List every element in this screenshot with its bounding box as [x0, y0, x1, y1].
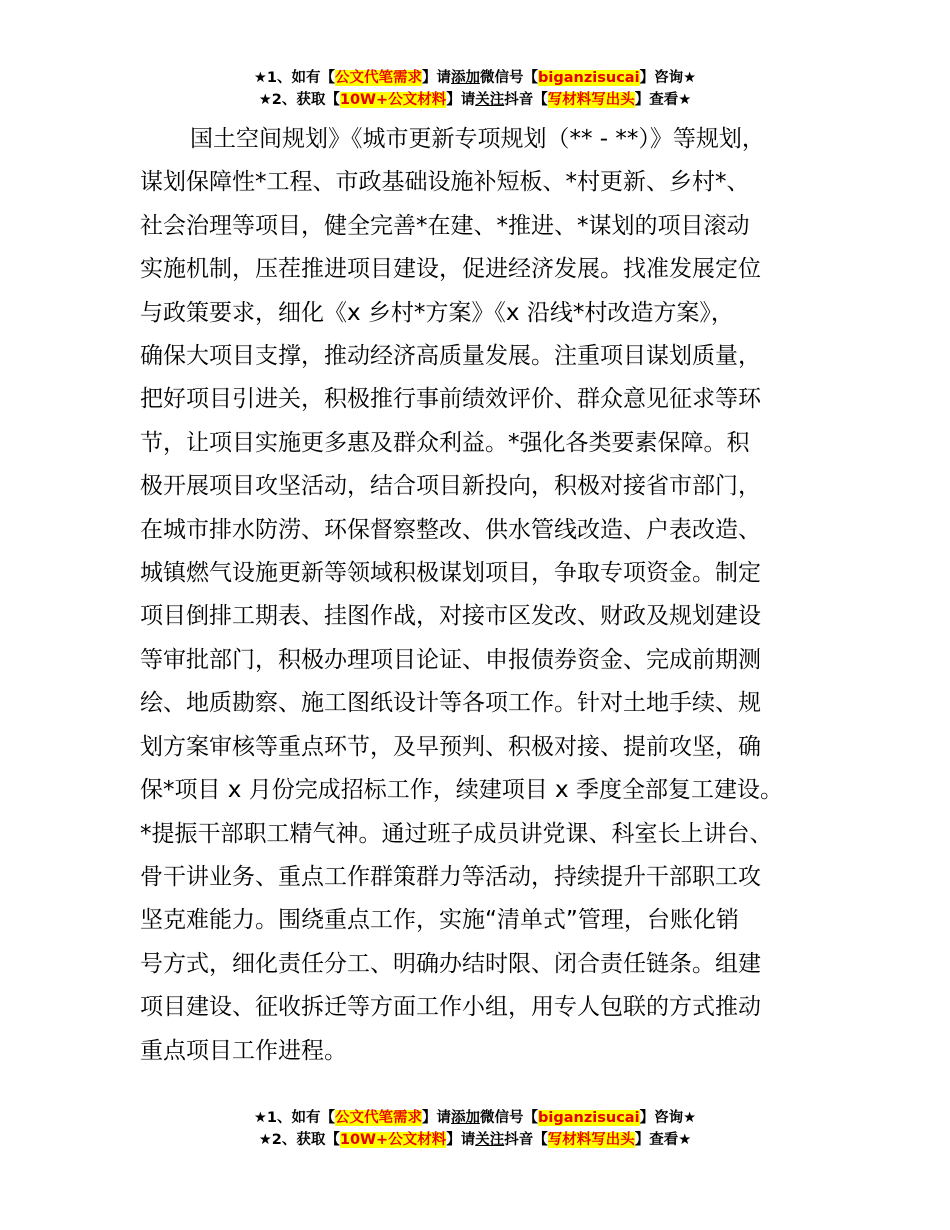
body-line: 谋划保障性*工程、市政基础设施补短板、*村更新、乡村*、 [140, 169, 750, 196]
promo-underlined: 添加 [451, 1110, 481, 1126]
promo-text: 】查看★ [634, 1132, 692, 1148]
promo-text: ★2、获取【 [258, 92, 340, 108]
promo-text: 】请 [446, 1132, 476, 1148]
promo-line-1 [0, 1107, 950, 1129]
promo-line-2 [0, 89, 950, 111]
body-line: 国土空间规划》《城市更新专项规划（** - **）》等规划， [190, 126, 765, 152]
body-line: 划方案审核等重点环节，及早预判、积极对接、提前攻坚，确 [140, 733, 761, 760]
promo-text: 】咨询★ [639, 1110, 697, 1126]
promo-underlined: 关注 [475, 92, 505, 108]
body-line: 确保大项目支撑，推动经济高质量发展。注重项目谋划质量， [140, 343, 761, 370]
body-line: 把好项目引进关，积极推行事前绩效评价、群众意见征求等环 [140, 386, 761, 413]
body-line: 城镇燃气设施更新等领域积极谋划项目，争取专项资金。制定 [140, 560, 761, 587]
promo-underlined: 添加 [451, 70, 481, 86]
promo-wechat-id: biganzisucai [538, 70, 640, 86]
body-line: 骨干讲业务、重点工作群策群力等活动，持续提升干部职工攻 [140, 863, 761, 890]
body-line: 与政策要求，细化《x 乡村*方案》《x 沿线*村改造方案》， [140, 299, 734, 326]
promo-text: 微信号【 [480, 70, 539, 86]
promo-highlight: 公文代笔需求 [335, 70, 423, 86]
promo-text: ★1、如有【 [253, 1110, 336, 1126]
promo-underlined: 关注 [475, 1132, 505, 1148]
promo-text: 抖音【 [504, 92, 548, 108]
promo-highlight: 10W+公文材料 [339, 92, 447, 108]
promo-text: 】请 [422, 70, 452, 86]
body-line: 绘、地质勘察、施工图纸设计等各项工作。针对土地手续、规 [140, 690, 761, 717]
body-line: 重点项目工作进程。 [140, 1037, 347, 1064]
body-line: 号方式，细化责任分工、明确办结时限、闭合责任链条。组建 [140, 950, 761, 977]
body-line: 项目倒排工期表、挂图作战，对接市区发改、财政及规划建设 [140, 603, 761, 630]
promo-wechat-id: biganzisucai [538, 1110, 640, 1126]
body-line: 社会治理等项目，健全完善*在建、*推进、*谋划的项目滚动 [140, 212, 750, 239]
body-line: 节，让项目实施更多惠及群众利益。*强化各类要素保障。积 [140, 429, 750, 456]
promo-line-1 [0, 67, 950, 89]
promo-text: 】查看★ [634, 92, 692, 108]
promo-text: 抖音【 [504, 1132, 548, 1148]
footer-promo-banner [0, 1107, 950, 1151]
promo-text: 】请 [446, 92, 476, 108]
body-line: *提振干部职工精气神。通过班子成员讲党课、科室长上讲台、 [140, 820, 773, 847]
body-line: 坚克难能力。围绕重点工作，实施“清单式”管理，台账化销 [140, 907, 739, 934]
header-promo-banner [0, 67, 950, 111]
promo-text: 】请 [422, 1110, 452, 1126]
body-line: 实施机制，压茬推进项目建设，促进经济发展。找准发展定位 [140, 256, 761, 283]
promo-line-2 [0, 1129, 950, 1151]
promo-douyin-name: 写材料写出头 [547, 1132, 635, 1148]
promo-text: 微信号【 [480, 1110, 539, 1126]
body-line: 等审批部门，积极办理项目论证、申报债券资金、完成前期测 [140, 646, 761, 673]
body-line: 保*项目 x 月份完成招标工作，续建项目 x 季度全部复工建设。 [140, 777, 783, 804]
promo-text: ★2、获取【 [258, 1132, 340, 1148]
body-line: 在城市排水防涝、环保督察整改、供水管线改造、户表改造、 [140, 516, 761, 543]
body-line: 项目建设、征收拆迁等方面工作小组，用专人包联的方式推动 [140, 994, 761, 1021]
promo-text: ★1、如有【 [253, 70, 336, 86]
promo-highlight: 10W+公文材料 [339, 1132, 447, 1148]
document-body [140, 118, 830, 1073]
promo-text: 】咨询★ [639, 70, 697, 86]
promo-douyin-name: 写材料写出头 [547, 92, 635, 108]
promo-highlight: 公文代笔需求 [335, 1110, 423, 1126]
body-line: 极开展项目攻坚活动，结合项目新投向，积极对接省市部门， [140, 473, 761, 500]
